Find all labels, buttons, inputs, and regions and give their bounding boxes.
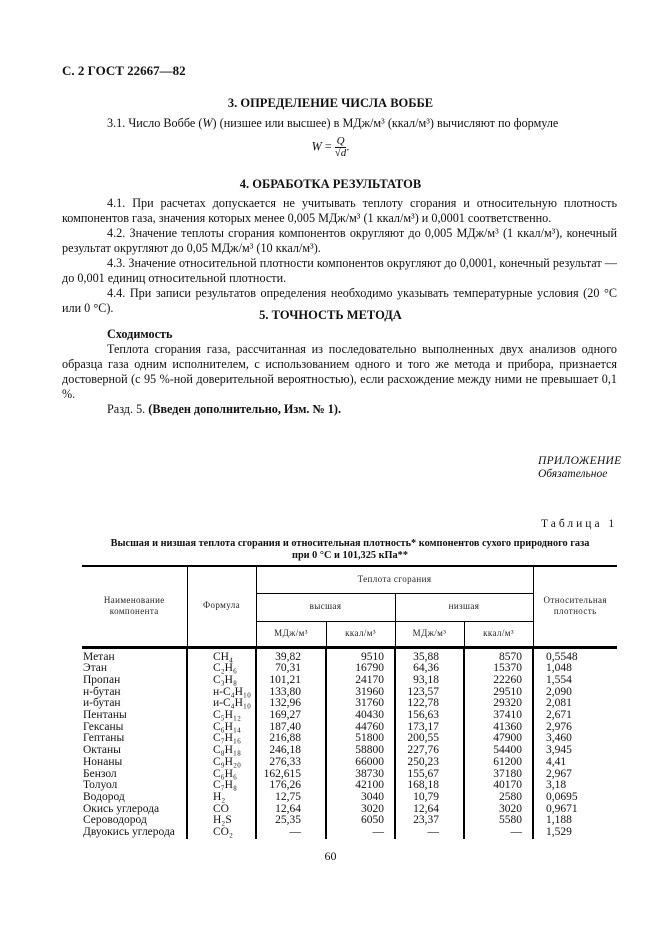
cell-name: Толуол <box>82 780 187 792</box>
cell-name: Этан <box>82 663 187 675</box>
cell-rd: 2,671 <box>533 710 617 722</box>
header-heat: Теплота сгорания <box>256 566 533 593</box>
cell-l-mj: 123,57 <box>395 687 464 699</box>
cell-name: Пентаны <box>82 710 187 722</box>
cell-l-mj: 12,64 <box>395 804 464 816</box>
table-row <box>82 663 617 675</box>
cell-h-mj: 101,21 <box>256 675 326 687</box>
section-3-paragraph <box>90 116 617 131</box>
cell-h-mj: 70,31 <box>256 663 326 675</box>
cell-l-mj: 122,78 <box>395 698 464 710</box>
formula-lhs: W <box>311 139 322 154</box>
cell-h-kcal: 31760 <box>326 698 395 710</box>
cell-formula: C₅H₁₂ <box>187 710 256 722</box>
cell-rd: 2,976 <box>533 722 617 734</box>
cell-h-kcal: 42100 <box>326 780 395 792</box>
cell-h-mj: 12,75 <box>256 792 326 804</box>
cell-l-kcal: 15370 <box>464 663 533 675</box>
table-row <box>82 687 617 699</box>
table-title-line2: при 0 °С и 101,325 кПа** <box>292 550 408 561</box>
cell-l-mj: 168,18 <box>395 780 464 792</box>
cell-rd: 4,41 <box>533 757 617 769</box>
table-row <box>82 722 617 734</box>
cell-h-kcal: 38730 <box>326 769 395 781</box>
p31-post: ) (низшее или высшее) в МДж/м³ (ккал/м³) вычисляют по формуле <box>212 116 559 130</box>
section-4-body <box>62 196 617 316</box>
cell-rd: 1,188 <box>533 815 617 827</box>
cell-h-kcal: 6050 <box>326 815 395 827</box>
header-lower-mj: МДж/м³ <box>395 621 464 647</box>
section-3-title: 3. ОПРЕДЕЛЕНИЕ ЧИСЛА ВОББЕ <box>227 96 434 110</box>
table-label: Таблица 1 <box>541 518 618 530</box>
table-row <box>82 804 617 816</box>
cell-formula: и-C₄H₁₀ <box>187 698 256 710</box>
cell-name: и-бутан <box>82 698 187 710</box>
cell-name: Двуокись углерода <box>82 827 187 839</box>
cell-rd: 1,048 <box>533 663 617 675</box>
cell-rd: 0,5548 <box>533 647 617 663</box>
page-number: 60 <box>324 849 337 863</box>
cell-formula: C₇H₁₆ <box>187 733 256 745</box>
cell-h-mj: 162,615 <box>256 769 326 781</box>
cell-l-kcal: 41360 <box>464 722 533 734</box>
cell-h-mj: — <box>256 827 326 839</box>
cell-h-mj: 12,64 <box>256 804 326 816</box>
cell-l-kcal: 40170 <box>464 780 533 792</box>
cell-l-mj: 156,63 <box>395 710 464 722</box>
table-row <box>82 745 617 757</box>
formula-numerator: Q <box>336 135 345 147</box>
cell-h-kcal: 51800 <box>326 733 395 745</box>
header-lower: низшая <box>395 593 533 621</box>
note-bold: (Введен дополнительно, Изм. № 1). <box>148 402 342 416</box>
section-5-paragraph: Теплота сгорания газа, рассчитанная из последовательно выполненных двух анализов одного образца газа одним исполнителем, с использованием одного и того же метода и прибора, признается достоверной (с 95 %-ной доверительной вероятностью), если расхождение между ними не превышает 0,1 %. <box>62 342 617 401</box>
cell-l-mj: 93,18 <box>395 675 464 687</box>
cell-name: Бензол <box>82 769 187 781</box>
cell-h-mj: 169,27 <box>256 710 326 722</box>
header-higher: высшая <box>256 593 395 621</box>
cell-l-kcal: 29510 <box>464 687 533 699</box>
cell-name: Гептаны <box>82 733 187 745</box>
cell-h-mj: 39,82 <box>256 647 326 663</box>
table-row <box>82 675 617 687</box>
cell-h-mj: 176,26 <box>256 780 326 792</box>
cell-rd: 0,0695 <box>533 792 617 804</box>
table-title-line1: Высшая и низшая теплота сгорания и относительная плотность* компонентов сухого природного газа <box>110 538 590 549</box>
cell-rd: 3,18 <box>533 780 617 792</box>
table-title <box>80 538 620 562</box>
cell-h-kcal: — <box>326 827 395 839</box>
cell-rd: 3,945 <box>533 745 617 757</box>
cell-h-kcal: 66000 <box>326 757 395 769</box>
paragraph-4-3: 4.3. Значение относительной плотности компонентов округляют до 0,0001, конечный результат — до 0,001 единиц относительной плотности. <box>62 256 617 285</box>
cell-l-mj: — <box>395 827 464 839</box>
cell-l-kcal: 3020 <box>464 804 533 816</box>
cell-formula: н-C₄H₁₀ <box>187 687 256 699</box>
header-density: Относительная плотность <box>533 566 617 647</box>
cell-l-kcal: — <box>464 827 533 839</box>
cell-l-kcal: 37180 <box>464 769 533 781</box>
cell-rd: 2,090 <box>533 687 617 699</box>
section-5-body <box>62 327 617 417</box>
formula-end: . <box>346 139 350 154</box>
table-row <box>82 757 617 769</box>
formula-eq: = <box>321 139 335 154</box>
appendix-subtitle: Обязательное <box>538 468 608 480</box>
cell-h-kcal: 40430 <box>326 710 395 722</box>
cell-formula: H₂ <box>187 792 256 804</box>
cell-h-mj: 276,33 <box>256 757 326 769</box>
cell-name: Нонаны <box>82 757 187 769</box>
header-higher-kcal: ккал/м³ <box>326 621 395 647</box>
table-row <box>82 647 617 663</box>
cell-formula: C₆H₁₄ <box>187 722 256 734</box>
wobbe-formula <box>0 136 661 159</box>
header-lower-kcal: ккал/м³ <box>464 621 533 647</box>
table-row <box>82 827 617 839</box>
section-4-title: 4. ОБРАБОТКА РЕЗУЛЬТАТОВ <box>239 177 422 191</box>
cell-h-kcal: 58800 <box>326 745 395 757</box>
cell-name: Гексаны <box>82 722 187 734</box>
paragraph-4-4: 4.4. При записи результатов определения необходимо указывать температурные условия (20 °С или 0 °С). <box>62 286 617 315</box>
section-5-subtitle: Сходимость <box>107 327 173 341</box>
table-row <box>82 710 617 722</box>
table-row <box>82 698 617 710</box>
paragraph-4-1: 4.1. При расчетах допускается не учитывать теплоту сгорания и относительную плотность компонентов газа, значения которых менее 0,005 МДж/м³ (1 ккал/м³) и 0,0001 соответственно. <box>62 196 617 225</box>
cell-rd: 2,967 <box>533 769 617 781</box>
cell-formula: CO <box>187 804 256 816</box>
cell-name: Метан <box>82 647 187 663</box>
table-row <box>82 769 617 781</box>
note-pre: Разд. 5. <box>107 402 149 416</box>
cell-l-mj: 173,17 <box>395 722 464 734</box>
cell-rd: 1,554 <box>533 675 617 687</box>
cell-formula: C₉H₂₀ <box>187 757 256 769</box>
cell-h-kcal: 24170 <box>326 675 395 687</box>
cell-rd: 3,460 <box>533 733 617 745</box>
cell-h-mj: 25,35 <box>256 815 326 827</box>
cell-h-kcal: 31960 <box>326 687 395 699</box>
p31-var: W <box>202 116 213 130</box>
cell-l-mj: 155,67 <box>395 769 464 781</box>
cell-h-kcal: 16790 <box>326 663 395 675</box>
cell-rd: 0,9671 <box>533 804 617 816</box>
cell-formula: C₆H₆ <box>187 769 256 781</box>
cell-l-kcal: 29320 <box>464 698 533 710</box>
appendix-heading <box>538 455 621 481</box>
p31-pre: 3.1. Число Воббе ( <box>107 116 203 130</box>
cell-rd: 2,081 <box>533 698 617 710</box>
cell-l-mj: 35,88 <box>395 647 464 663</box>
cell-formula: CO₂ <box>187 827 256 839</box>
cell-l-mj: 227,76 <box>395 745 464 757</box>
table-row <box>82 733 617 745</box>
cell-name: Сероводород <box>82 815 187 827</box>
cell-name: Октаны <box>82 745 187 757</box>
cell-l-mj: 64,36 <box>395 663 464 675</box>
cell-h-kcal: 3040 <box>326 792 395 804</box>
formula-denominator: √d <box>334 147 347 159</box>
cell-l-kcal: 22260 <box>464 675 533 687</box>
table-row <box>82 792 617 804</box>
cell-l-kcal: 8570 <box>464 647 533 663</box>
cell-l-kcal: 2580 <box>464 792 533 804</box>
cell-name: Водород <box>82 792 187 804</box>
cell-h-mj: 133,80 <box>256 687 326 699</box>
cell-formula: C₃H₈ <box>187 675 256 687</box>
cell-h-mj: 246,18 <box>256 745 326 757</box>
cell-formula: H₂S <box>187 815 256 827</box>
cell-formula: C₂H₆ <box>187 663 256 675</box>
cell-name: Окись углерода <box>82 804 187 816</box>
formula-fraction <box>334 135 350 159</box>
cell-l-mj: 250,23 <box>395 757 464 769</box>
section-5-title: 5. ТОЧНОСТЬ МЕТОДА <box>259 308 402 322</box>
cell-l-mj: 10,79 <box>395 792 464 804</box>
header-name: Наименование компонента <box>82 566 187 647</box>
cell-h-kcal: 9510 <box>326 647 395 663</box>
cell-h-mj: 187,40 <box>256 722 326 734</box>
cell-rd: 1,529 <box>533 827 617 839</box>
cell-formula: CH₄ <box>187 647 256 663</box>
cell-l-mj: 23,37 <box>395 815 464 827</box>
cell-name: Пропан <box>82 675 187 687</box>
cell-formula: C₇H₈ <box>187 780 256 792</box>
header-higher-mj: МДж/м³ <box>256 621 326 647</box>
combustion-table <box>82 565 617 839</box>
cell-l-mj: 200,55 <box>395 733 464 745</box>
cell-h-mj: 216,88 <box>256 733 326 745</box>
cell-l-kcal: 47900 <box>464 733 533 745</box>
cell-l-kcal: 61200 <box>464 757 533 769</box>
cell-h-kcal: 3020 <box>326 804 395 816</box>
table-row <box>82 780 617 792</box>
paragraph-4-2: 4.2. Значение теплоты сгорания компонентов округляют до 0,005 МДж/м³ (1 ккал/м³), конечный результат округляют до 0,05 МДж/м³ (10 ккал/м³). <box>62 226 617 255</box>
cell-l-kcal: 37410 <box>464 710 533 722</box>
header-formula: Формула <box>187 566 256 647</box>
section-5-note <box>62 402 617 417</box>
appendix-title: ПРИЛОЖЕНИЕ <box>538 455 622 467</box>
cell-h-kcal: 44760 <box>326 722 395 734</box>
cell-l-kcal: 54400 <box>464 745 533 757</box>
cell-name: н-бутан <box>82 687 187 699</box>
cell-h-mj: 132,96 <box>256 698 326 710</box>
cell-l-kcal: 5580 <box>464 815 533 827</box>
running-header: С. 2 ГОСТ 22667—82 <box>62 63 186 78</box>
cell-formula: C₈H₁₈ <box>187 745 256 757</box>
